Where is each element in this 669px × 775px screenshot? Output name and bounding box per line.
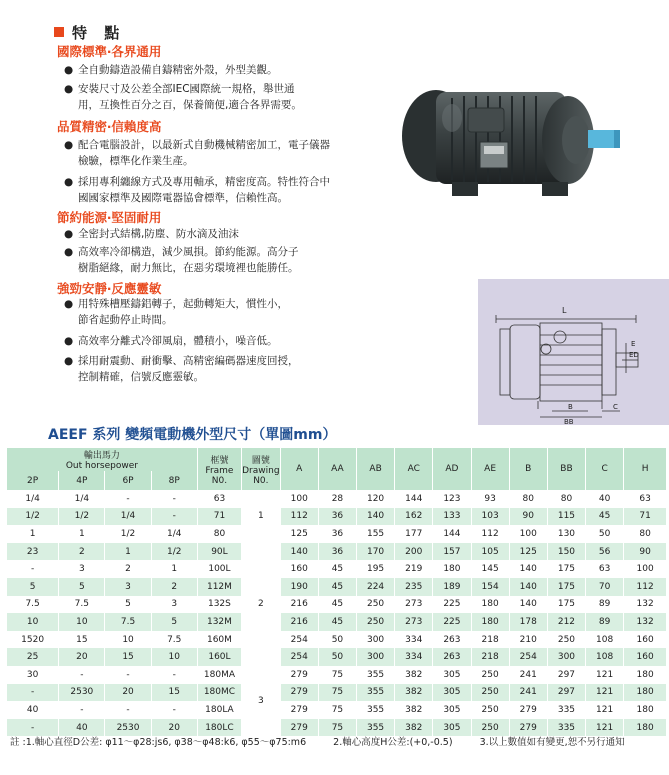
table-cell: 334 [395,631,433,649]
drawing-label-BB: BB [564,418,574,425]
table-cell: 1 [105,543,151,561]
table-cell: 200 [395,543,433,561]
table-cell: 45 [318,596,356,614]
table-cell: 100 [280,490,318,508]
pole-header: 4P [59,471,105,490]
table-cell: 263 [433,631,471,649]
table-cell: 121 [586,666,624,684]
table-cell: 335 [547,701,585,719]
table-cell: - [151,701,197,719]
bullet-dot-icon: ● [64,335,74,347]
table-cell: 180 [433,560,471,578]
section-heading-3: 節約能源‧堅固耐用 [57,210,162,225]
pole-header: 2P [7,471,59,490]
table-cell: 71 [197,508,241,526]
table-cell: 178 [509,613,547,631]
table-cell: 36 [318,543,356,561]
table-cell: 382 [395,666,433,684]
table-cell: 216 [280,596,318,614]
table-cell: 144 [433,525,471,543]
table-cell: 300 [547,648,585,666]
table-cell: 40 [7,701,59,719]
col-header: AD [433,448,471,490]
table-cell: 75 [318,684,356,702]
table-cell: 103 [471,508,509,526]
table-cell: 224 [357,578,395,596]
table-cell: 250 [547,631,585,649]
table-cell: 75 [318,701,356,719]
table-cell: 25 [7,648,59,666]
table-cell: 40 [59,719,105,737]
table-cell: - [7,560,59,578]
table-cell: 7.5 [59,596,105,614]
drawing-header: 圖號 Drawing N0. [242,448,281,490]
table-cell: 305 [433,701,471,719]
table-cell: 121 [586,719,624,737]
table-cell: 190 [280,578,318,596]
drawing-label-L: L [562,306,567,315]
table-cell: 180 [624,684,666,702]
col-header: H [624,448,666,490]
table-cell: 112 [471,525,509,543]
drawing-number-cell: 1 [242,490,281,543]
table-cell: 1 [7,525,59,543]
table-row [7,613,667,631]
table-cell: 160 [280,560,318,578]
table-cell: 180 [471,613,509,631]
bullet-dot-icon: ● [64,298,74,310]
table-cell: 121 [586,701,624,719]
table-cell: 132 [624,596,666,614]
table-cell: 180LA [197,701,241,719]
table-cell: 305 [433,719,471,737]
table-cell: 2 [105,560,151,578]
table-cell: 180LC [197,719,241,737]
table-cell: 305 [433,666,471,684]
table-cell: 140 [509,560,547,578]
bullet-1-1: ● 全自動鑄造設備自鑄精密外殼，外型美觀。 [64,64,278,76]
table-row [7,631,667,649]
table-body [7,490,667,736]
table-cell: 7.5 [7,596,59,614]
table-cell: 63 [197,490,241,508]
footnotes [10,734,649,748]
table-cell: 250 [471,666,509,684]
table-cell: 218 [471,648,509,666]
table-cell: - [105,701,151,719]
table-row [7,560,667,578]
table-cell: 300 [357,648,395,666]
table-cell: - [105,666,151,684]
table-cell: 112M [197,578,241,596]
table-cell: 5 [151,613,197,631]
table-cell: 71 [624,508,666,526]
table-cell: 1/2 [59,508,105,526]
table-cell: 23 [7,543,59,561]
table-cell: 1 [151,560,197,578]
bullet-4-2: ● 高效率分離式冷卻風扇，體積小，噪音低。 [64,335,278,347]
table-cell: 108 [586,648,624,666]
title-square-icon [54,27,64,37]
table-cell: 125 [509,543,547,561]
table-cell: 160 [624,648,666,666]
bullet-1-2: ● 安裝尺寸及公差全部IEC國際統一規格，舉世通 用，互換性百分之百，保養簡便,適合各界需要。 [64,83,302,111]
table-cell: 89 [586,596,624,614]
table-row [7,596,667,614]
col-header: AA [318,448,356,490]
table-cell: 123 [433,490,471,508]
drawing-number-cell: 2 [242,578,281,631]
table-cell: 382 [395,719,433,737]
table-cell: 189 [433,578,471,596]
table-cell: 5 [105,596,151,614]
table-cell: 180 [624,701,666,719]
table-cell: 75 [318,719,356,737]
table-cell: 75 [318,666,356,684]
table-cell: 1/4 [7,490,59,508]
table-cell: 300 [357,631,395,649]
section-heading-1: 國際標準‧各界通用 [57,44,162,59]
table-cell: 2 [151,578,197,596]
table-cell: 15 [59,631,105,649]
table-cell: 160 [624,631,666,649]
table-row [7,508,667,526]
table-cell: 132 [624,613,666,631]
table-cell: 279 [280,701,318,719]
table-cell: 120 [357,490,395,508]
table-cell: 3 [151,596,197,614]
drawing-label-C: C [613,403,618,411]
table-cell: 1/2 [151,543,197,561]
pole-header: 6P [105,471,151,490]
table-cell: 80 [509,490,547,508]
table-cell: 15 [105,648,151,666]
table-cell: 219 [395,560,433,578]
table-cell: 50 [586,525,624,543]
table-cell: 216 [280,613,318,631]
table-cell: 40 [586,490,624,508]
table-row [7,648,667,666]
table-cell: 1/4 [105,508,151,526]
table-cell: 10 [151,648,197,666]
table-cell: 7.5 [151,631,197,649]
table-cell: 20 [151,719,197,737]
table-row [7,701,667,719]
table-cell: 140 [509,578,547,596]
table-cell: 382 [395,684,433,702]
bullet-3-1: ● 全密封式結構,防塵、防水滴及油沫 [64,228,239,240]
table-cell: 180 [624,666,666,684]
table-cell: 45 [586,508,624,526]
drawing-label-ED: ED [629,351,639,359]
bullet-dot-icon: ● [64,228,74,240]
dimension-drawing [478,279,669,425]
table-cell: 140 [280,543,318,561]
col-header: C [586,448,624,490]
col-header: AC [395,448,433,490]
frame-header: 框號 Frame N0. [197,448,241,490]
table-cell: 130 [547,525,585,543]
table-cell: 195 [357,560,395,578]
table-cell: 210 [509,631,547,649]
table-cell: 235 [395,578,433,596]
table-cell: 1520 [7,631,59,649]
table-cell: 90 [509,508,547,526]
table-cell: 355 [357,684,395,702]
table-cell: 132S [197,596,241,614]
table-title: AEEF 系列 變頻電動機外型尺寸（單圖mm） [48,427,337,443]
table-cell: 115 [547,508,585,526]
table-cell: 100L [197,560,241,578]
table-cell: 140 [357,508,395,526]
pole-header: 8P [151,471,197,490]
table-cell: 279 [280,666,318,684]
table-cell: 180MA [197,666,241,684]
table-row [7,684,667,702]
table-cell: 56 [586,543,624,561]
table-cell: 7.5 [105,613,151,631]
table-cell: 70 [586,578,624,596]
bullet-3-2: ● 高效率冷卻構造，減少風損。節約能源。高分子 樹脂絕緣，耐力無比，在惡劣環境裡也能勝任。 [64,246,299,274]
table-cell: 145 [471,560,509,578]
table-cell: 263 [433,648,471,666]
col-header: AB [357,448,395,490]
table-cell: - [105,490,151,508]
bullet-2-2: ● 採用專利纏線方式及專用軸承，精密度高。特性符合中 國國家標準及國際電器協會標準，信賴性高。 [64,176,330,204]
table-cell: 225 [433,613,471,631]
table-cell: 2530 [105,719,151,737]
table-cell: 36 [318,525,356,543]
table-cell: 133 [433,508,471,526]
table-cell: 2 [59,543,105,561]
table-cell: 155 [357,525,395,543]
table-cell: 254 [280,648,318,666]
table-cell: 28 [318,490,356,508]
table-cell: 5 [59,578,105,596]
col-header: A [280,448,318,490]
table-cell: 150 [547,543,585,561]
bullet-dot-icon: ● [64,64,74,76]
table-cell: 50 [318,631,356,649]
table-cell: 1 [59,525,105,543]
bullet-dot-icon: ● [64,139,74,151]
table-cell: 180MC [197,684,241,702]
table-cell: 160L [197,648,241,666]
table-cell: 279 [280,684,318,702]
table-cell: 218 [471,631,509,649]
table-cell: 355 [357,666,395,684]
table-cell: 355 [357,719,395,737]
table-cell: 45 [318,613,356,631]
table-cell: 105 [471,543,509,561]
table-cell: 15 [151,684,197,702]
note-3: 3.以上數值如有變更,恕不另行通知 [479,737,625,748]
table-cell: 241 [509,666,547,684]
table-row [7,578,667,596]
table-cell: 279 [509,719,547,737]
table-cell: 93 [471,490,509,508]
col-header: BB [547,448,585,490]
table-cell: 279 [280,719,318,737]
table-cell: 45 [318,560,356,578]
table-cell: 63 [624,490,666,508]
table-cell: 1/2 [7,508,59,526]
page-title: 特 點 [54,22,125,43]
table-cell: 10 [59,613,105,631]
table-row [7,666,667,684]
table-cell: 175 [547,560,585,578]
table-cell: 225 [433,596,471,614]
table-cell: 157 [433,543,471,561]
table-cell: 297 [547,666,585,684]
table-cell: 254 [280,631,318,649]
table-cell: 355 [357,701,395,719]
table-cell: 80 [547,490,585,508]
table-cell: 1/2 [105,525,151,543]
table-cell: - [59,666,105,684]
col-header: AE [471,448,509,490]
bullet-dot-icon: ● [64,176,74,188]
bullet-4-3: ● 採用耐震動、耐衝擊、高精密編碼器速度回授， 控制精確，信號反應靈敏。 [64,355,299,383]
bullet-dot-icon: ● [64,355,74,367]
table-cell: 273 [395,613,433,631]
table-cell: 335 [547,719,585,737]
table-cell: 90L [197,543,241,561]
drawing-label-E: E [631,340,636,348]
table-cell: 250 [471,684,509,702]
hp-header: 輸出馬力 Out horsepower [7,448,198,471]
table-cell: 241 [509,684,547,702]
table-cell: 175 [547,596,585,614]
note-2: 2.軸心高度H公差:(+0,-0.5) [333,737,453,748]
table-cell: 177 [395,525,433,543]
table-row [7,525,667,543]
table-cell: 180 [624,719,666,737]
motor-outline-drawing [478,279,669,425]
table-cell: 132M [197,613,241,631]
bullet-dot-icon: ● [64,246,74,258]
note-1: 註 :1.軸心直徑D公差: φ11～φ28:js6, φ38～φ48:k6, φ55～φ75:m6 [10,737,307,748]
table-cell: 112 [280,508,318,526]
table-cell: 89 [586,613,624,631]
table-cell: - [151,666,197,684]
table-cell: 100 [624,560,666,578]
table-cell: 279 [509,701,547,719]
table-cell: 50 [318,648,356,666]
bullet-4-1: ● 用特殊槽壓鑄鋁轉子，起動轉矩大，慣性小， 節省起動停止時間。 [64,298,288,326]
table-cell: - [59,701,105,719]
table-cell: 36 [318,508,356,526]
section-heading-2: 品質精密‧信賴度高 [57,119,162,134]
drawing-number-cell [242,648,281,666]
table-cell: 63 [586,560,624,578]
table-cell: 144 [395,490,433,508]
table-cell: 20 [59,648,105,666]
table-cell: 5 [7,578,59,596]
drawing-number-cell [242,560,281,578]
table-cell: 140 [509,596,547,614]
table-cell: 382 [395,701,433,719]
table-row [7,543,667,561]
motor-photo [392,78,630,228]
table-cell: 170 [357,543,395,561]
table-cell: 1/4 [151,525,197,543]
table-cell: 20 [105,684,151,702]
table-cell: 250 [471,701,509,719]
table-cell: 154 [471,578,509,596]
table-cell: 30 [7,666,59,684]
table-cell: 125 [280,525,318,543]
table-cell: 3 [59,560,105,578]
dimensions-table [6,448,666,736]
drawing-number-cell [242,543,281,561]
table-cell: 100 [509,525,547,543]
table-cell: 305 [433,684,471,702]
table-cell: 250 [471,719,509,737]
table-cell: - [7,719,59,737]
table-cell: 250 [357,613,395,631]
table-cell: 3 [105,578,151,596]
table-cell: 121 [586,684,624,702]
col-header: B [509,448,547,490]
table-cell: 108 [586,631,624,649]
table-cell: 334 [395,648,433,666]
table-cell: 212 [547,613,585,631]
bullet-dot-icon: ● [64,83,74,95]
table-cell: 160M [197,631,241,649]
bullet-2-1: ● 配合電腦設計，以最新式自動機械精密加工，電子儀器 檢驗，標準化作業生產。 [64,139,330,167]
table-cell: 80 [197,525,241,543]
table-cell: 175 [547,578,585,596]
table-cell: - [151,508,197,526]
table-cell: 2530 [59,684,105,702]
table-cell: 1/4 [59,490,105,508]
table-cell: - [7,684,59,702]
drawing-number-cell: 3 [242,666,281,736]
table-cell: 80 [624,525,666,543]
table-cell: 273 [395,596,433,614]
table-cell: 112 [624,578,666,596]
table-cell: 10 [105,631,151,649]
table-cell: - [151,490,197,508]
table-row [7,490,667,508]
drawing-label-B: B [568,403,573,411]
section-heading-4: 強勁安靜‧反應靈敏 [57,281,162,296]
table-cell: 250 [357,596,395,614]
table-cell: 254 [509,648,547,666]
table-cell: 162 [395,508,433,526]
drawing-number-cell [242,631,281,649]
table-cell: 45 [318,578,356,596]
table-cell: 90 [624,543,666,561]
table-cell: 180 [471,596,509,614]
table-cell: 297 [547,684,585,702]
table-cell: 10 [7,613,59,631]
